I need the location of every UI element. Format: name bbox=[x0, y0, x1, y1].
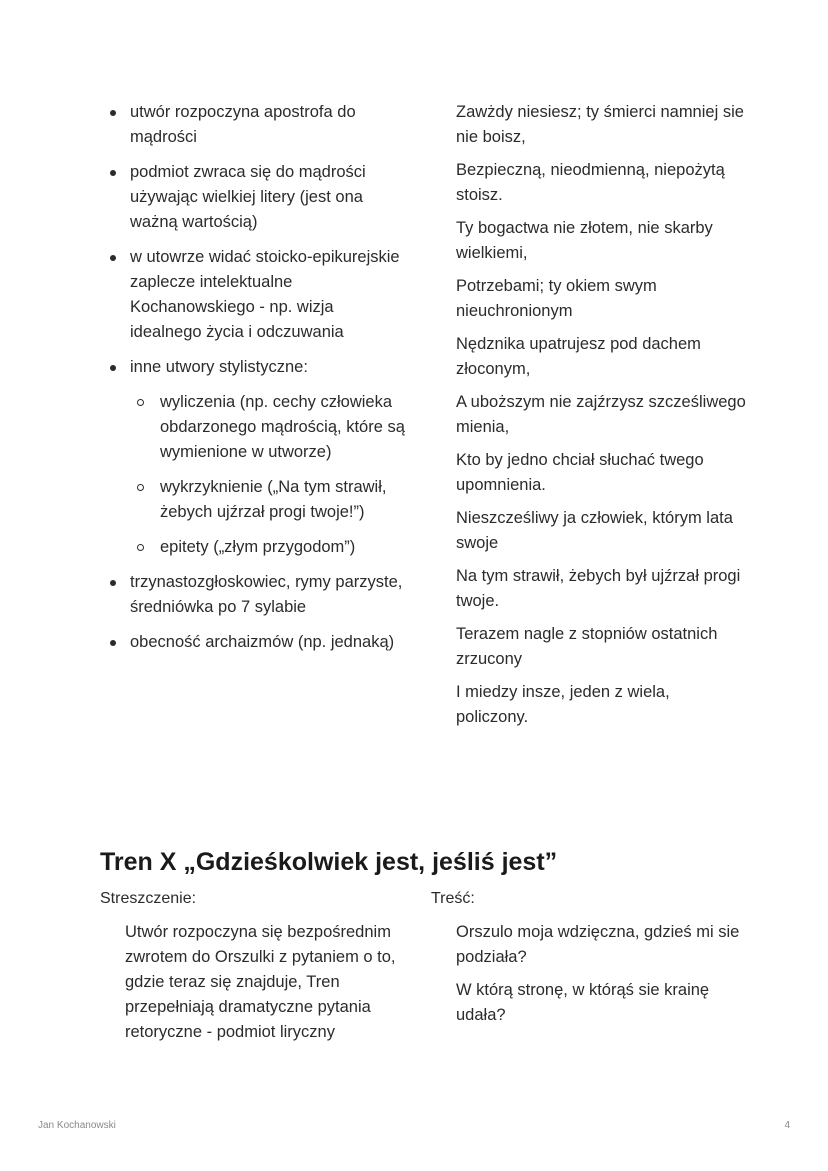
verse-line: Kto by jedno chciał słuchać twego upomnienia. bbox=[456, 451, 704, 494]
verse-line: Ty bogactwa nie złotem, nie skarby wielkiemi, bbox=[456, 219, 713, 262]
verse-line: Nieszcześliwy ja człowiek, którym lata swoje bbox=[456, 509, 733, 552]
summary-text: Utwór rozpoczyna się bezpośrednim zwrotem do Orszulki z pytaniem o to, gdzie teraz się znajduje, Tren przepełniają dramatyczne pytania retoryczne - podmiot liryczny bbox=[125, 923, 396, 1041]
verse-line: Nędznika upatrujesz pod dachem złoconym, bbox=[456, 335, 701, 378]
list-item bbox=[105, 355, 405, 560]
list-item: podmiot zwraca się do mądrości używając wielkiej litery (jest ona ważną wartością) bbox=[105, 160, 405, 235]
sub-list-item: wyliczenia (np. cechy człowieka obdarzonego mądrością, które są wymienione w utworze) bbox=[130, 390, 405, 465]
page-number: 4 bbox=[784, 1120, 790, 1131]
sub-list-item: epitety („złym przygodom”) bbox=[130, 535, 405, 560]
right-column-verses bbox=[456, 100, 746, 738]
content-verses bbox=[456, 920, 746, 1036]
analysis-list bbox=[105, 100, 405, 655]
verse-line: W którą stronę, w którąś sie krainę udała? bbox=[456, 981, 710, 1024]
sub-list-item: wykrzyknienie („Na tym strawił, żebych ujźrzał progi twoje!”) bbox=[130, 475, 405, 525]
verse-line: Potrzebami; ty okiem swym nieuchronionym bbox=[456, 277, 657, 320]
verse-line: A uboższym nie zajźrzysz szcześliwego mienia, bbox=[456, 393, 746, 436]
content-label: Treść: bbox=[431, 890, 475, 907]
list-item: trzynastozgłoskowiec, rymy parzyste, średniówka po 7 sylabie bbox=[105, 570, 405, 620]
summary-label: Streszczenie: bbox=[100, 890, 197, 907]
list-item: obecność archaizmów (np. jednaką) bbox=[105, 630, 405, 655]
verse-line: Zawżdy niesiesz; ty śmierci namniej sie nie boisz, bbox=[456, 103, 744, 146]
stylistic-devices-list bbox=[130, 390, 405, 560]
verse-line: Terazem nagle z stopniów ostatnich zrzucony bbox=[456, 625, 718, 668]
verse-line: Orszulo moja wdzięczna, gdzieś mi sie podziała? bbox=[456, 923, 740, 966]
list-item: utwór rozpoczyna apostrofa do mądrości bbox=[105, 100, 405, 150]
list-item: w utowrze widać stoicko-epikurejskie zaplecze intelektualne Kochanowskiego - np. wizja idealnego życia i odczuwania bbox=[105, 245, 405, 345]
list-item-label: inne utwory stylistyczne: bbox=[130, 358, 308, 376]
section-heading: Tren X „Gdzieśkolwiek jest, jeśliś jest” bbox=[100, 848, 558, 876]
left-column bbox=[105, 100, 405, 665]
verse-line: Bezpieczną, nieodmienną, niepożytą stoisz. bbox=[456, 161, 725, 204]
footer-author: Jan Kochanowski bbox=[38, 1120, 116, 1131]
verse-line: Na tym strawił, żebych był ujźrzał progi twoje. bbox=[456, 567, 741, 610]
verse-line: I miedzy insze, jeden z wiela, policzony. bbox=[456, 683, 670, 726]
